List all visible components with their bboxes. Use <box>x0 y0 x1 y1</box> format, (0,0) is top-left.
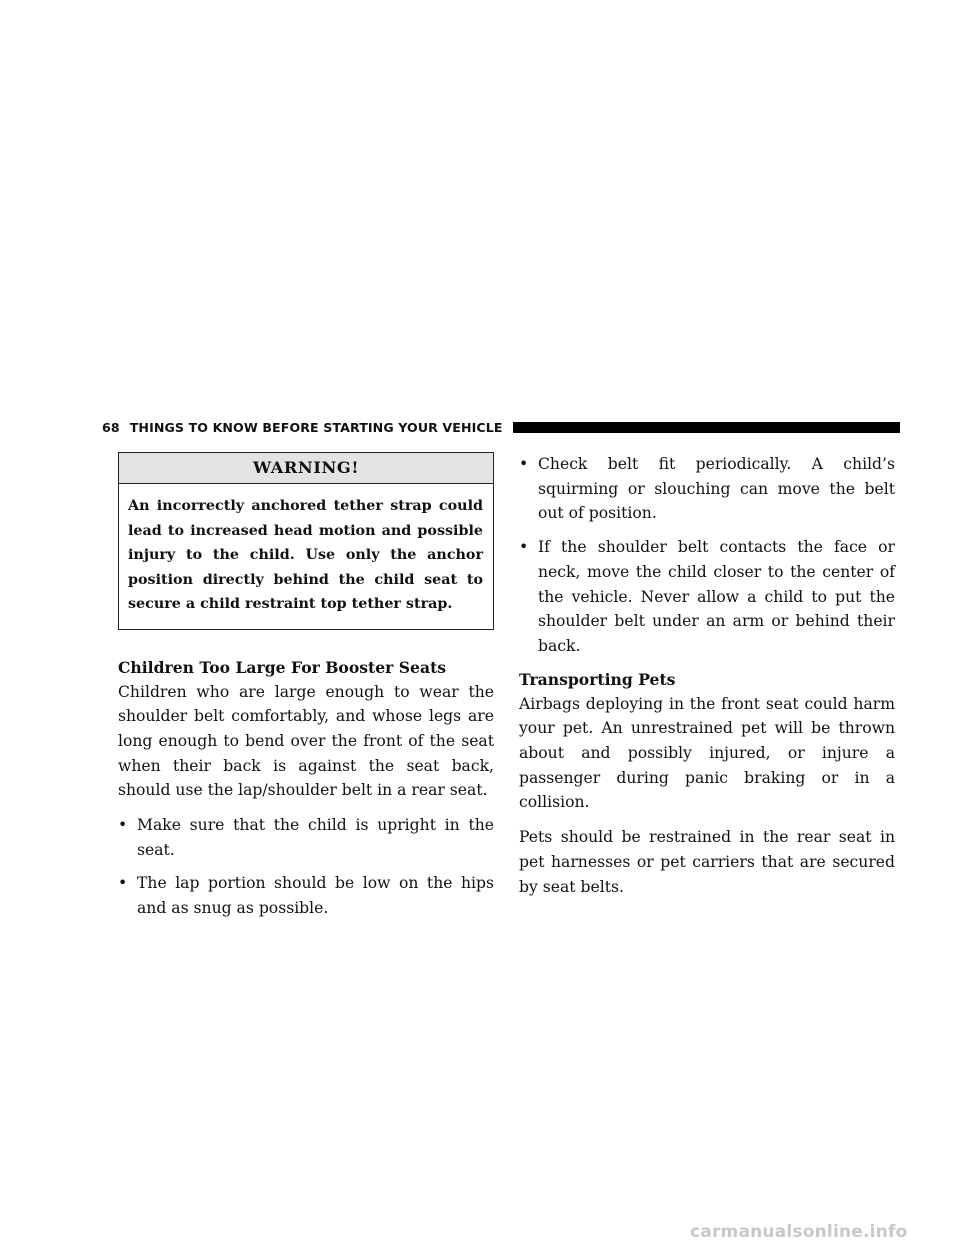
bullet-icon: • <box>519 538 529 557</box>
list-item-text: Check belt fit periodically. A child’s squirming or slouching can move the belt out of position. <box>538 455 895 523</box>
pets-paragraph-2: Pets should be restrained in the rear seat in pet harnesses or pet carriers that are secured by seat belts. <box>519 828 895 896</box>
right-column <box>519 452 895 909</box>
section-heading-booster: Children Too Large For Booster Seats <box>118 657 447 677</box>
left-column <box>118 452 494 930</box>
left-bullet-list <box>118 813 494 921</box>
bullet-icon: • <box>118 874 128 893</box>
list-item <box>519 452 895 526</box>
page-number: 68 <box>102 419 120 435</box>
bullet-icon: • <box>519 455 529 473</box>
warning-box <box>118 452 494 630</box>
header-rule <box>513 422 900 433</box>
section-heading-pets: Transporting Pets <box>519 669 676 689</box>
pets-paragraph-1: Airbags deploying in the front seat could harm your pet. An unrestrained pet will be thrown about and possibly injured, or injure a passenger during panic braking or in a collision. <box>519 694 895 812</box>
bullet-icon: • <box>118 816 128 835</box>
list-item <box>118 813 494 862</box>
list-item-text: The lap portion should be low on the hips and as snug as possible. <box>137 874 494 918</box>
booster-paragraph: Children who are large enough to wear the shoulder belt comfortably, and whose legs are long enough to bend over the front of the seat when their back is against the seat back, should use the lap/shoulder belt in a rear seat. <box>118 682 494 800</box>
list-item <box>519 535 895 659</box>
watermark: carmanualsonline.info <box>690 1222 908 1242</box>
list-item <box>118 871 494 920</box>
section-title: THINGS TO KNOW BEFORE STARTING YOUR VEHICLE <box>129 419 503 435</box>
list-item-text: Make sure that the child is upright in the seat. <box>137 816 494 859</box>
warning-body: An incorrectly anchored tether strap could lead to increased head motion and possible injury to the child. Use only the anchor position directly behind the child seat to secure a child restraint top tether strap. <box>128 498 483 612</box>
right-bullet-list <box>519 452 895 659</box>
list-item-text: If the shoulder belt contacts the face or neck, move the child closer to the center of the vehicle. Never allow a child to put the shoulder belt under an arm or behind their back. <box>538 538 895 655</box>
page-header <box>102 416 900 438</box>
warning-title: WARNING! <box>119 453 493 484</box>
